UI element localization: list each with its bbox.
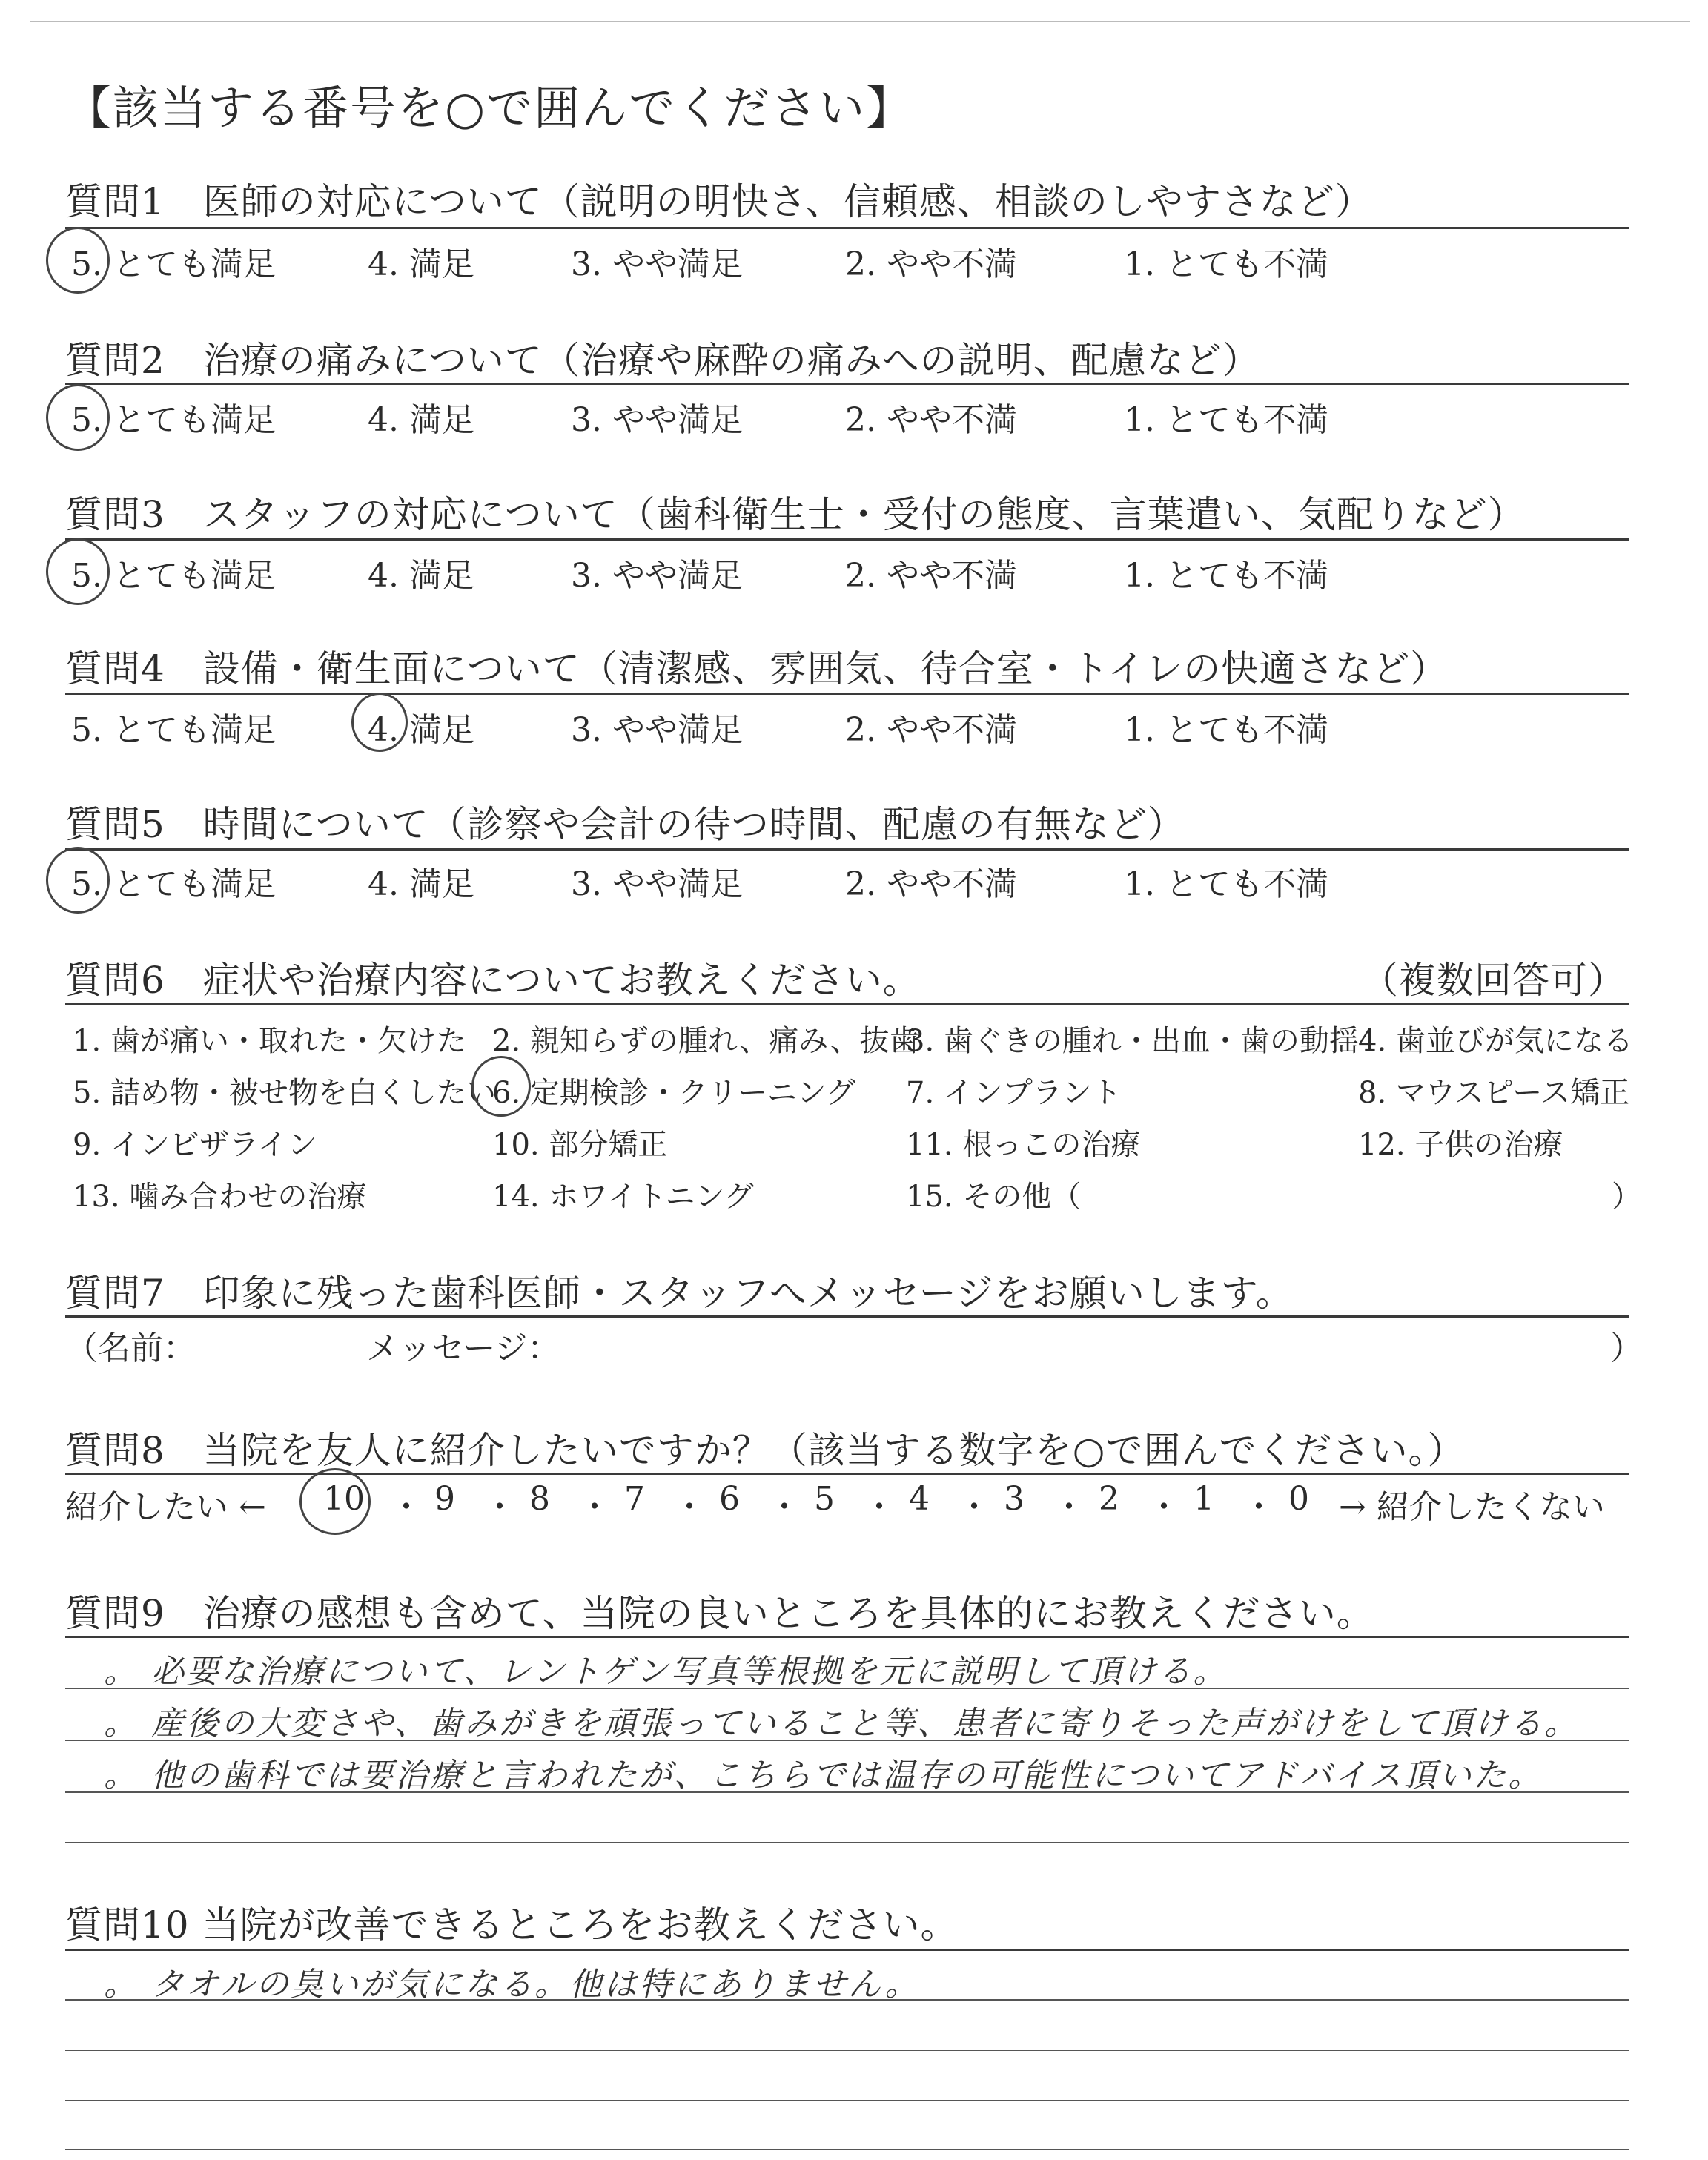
symptom-option[interactable]: 1. 歯が痛い・取れた・欠けた [73,1024,466,1058]
scale-dot: ・ [1148,1488,1180,1526]
question-rule [65,383,1629,385]
name-field-label[interactable]: （名前： [65,1330,196,1367]
question-title: 質問2 治療の痛みについて（治療や麻酔の痛みへの説明、配慮など） [65,339,1260,382]
option-5[interactable]: 5. とても満足 [71,401,276,439]
handwritten-answer: 。 産後の大変さや、歯みがきを頑張っていること等、患者に寄りそった声がけをして頂ける。 [104,1705,1580,1743]
question-title: 質問5 時間について（診察や会計の待つ時間、配慮の有無など） [65,803,1185,846]
selection-circle [46,384,110,451]
score-3[interactable]: 3 [1004,1480,1025,1518]
answer-line [65,1999,1629,2001]
option-1[interactable]: 1. とても不満 [1124,245,1328,283]
message-close-paren: ） [1610,1330,1643,1367]
question-title: 質問8 当院を友人に紹介したいですか？（該当する数字を○で囲んでください。） [65,1429,1466,1472]
question-title: 質問6 症状や治療内容についてお教えください。 [65,959,921,1002]
answer-line [65,2149,1629,2150]
recommend-left-label: 紹介したい ← [65,1488,266,1526]
scale-dot: ・ [1242,1488,1275,1526]
option-3[interactable]: 3. やや満足 [571,245,743,283]
score-1[interactable]: 1 [1194,1480,1214,1518]
option-4[interactable]: 4. 満足 [368,711,474,749]
option-5[interactable]: 5. とても満足 [71,865,276,903]
handwritten-answer: 。 他の歯科では要治療と言われたが、こちらでは温存の可能性についてアドバイス頂いた。 [104,1757,1543,1794]
symptom-option[interactable]: 4. 歯並びが気になる [1358,1024,1633,1058]
option-2[interactable]: 2. やや不満 [845,865,1017,903]
answer-line [65,1636,1629,1638]
symptom-option[interactable]: 3. 歯ぐきの腫れ・出血・歯の動揺 [906,1024,1359,1058]
answer-line [65,1740,1629,1741]
recommend-right-label: → 紹介したくない [1339,1488,1605,1526]
answer-line [65,1949,1629,1951]
question-rule [65,538,1629,541]
score-7[interactable]: 7 [624,1480,645,1518]
question-title: 質問3 スタッフの対応について（歯科衛生士・受付の態度、言葉遣い、気配りなど） [65,493,1526,536]
selection-circle [46,538,110,605]
option-2[interactable]: 2. やや不満 [845,245,1017,283]
option-2[interactable]: 2. やや不満 [845,557,1017,595]
scale-dot: ・ [673,1488,706,1526]
scale-dot: ・ [578,1488,611,1526]
symptom-option[interactable]: 7. インプラント [906,1076,1122,1110]
score-2[interactable]: 2 [1099,1480,1119,1518]
other-close-paren: ） [1612,1180,1641,1214]
answer-line [65,1688,1629,1689]
option-5[interactable]: 5. とても満足 [71,711,276,749]
answer-line [65,2100,1629,2101]
question-rule [65,1003,1629,1005]
question-rule [65,227,1629,229]
symptom-option[interactable]: 13. 噛み合わせの治療 [73,1180,367,1214]
answer-line [65,1842,1629,1843]
scale-dot: ・ [768,1488,801,1526]
score-9[interactable]: 9 [434,1480,455,1518]
question-title: 質問9 治療の感想も含めて、当院の良いところを具体的にお教えください。 [65,1592,1374,1635]
option-1[interactable]: 1. とても不満 [1124,401,1328,439]
symptom-option[interactable]: 2. 親知らずの腫れ、痛み、抜歯 [492,1024,919,1058]
selection-circle [46,847,110,914]
option-1[interactable]: 1. とても不満 [1124,711,1328,749]
selection-circle [351,693,408,752]
message-field-label[interactable]: メッセージ： [366,1330,560,1367]
option-4[interactable]: 4. 満足 [368,401,474,439]
scale-dot: ・ [390,1488,423,1526]
symptom-option[interactable]: 8. マウスピース矯正 [1358,1076,1630,1110]
symptom-option[interactable]: 14. ホワイトニング [492,1180,754,1214]
selection-circle [299,1468,371,1535]
score-4[interactable]: 4 [909,1480,930,1518]
option-3[interactable]: 3. やや満足 [571,401,743,439]
symptom-option[interactable]: 6. 定期検診・クリーニング [492,1076,856,1110]
scale-dot: ・ [1053,1488,1085,1526]
scan-top-edge [30,21,1690,22]
question-rule [65,1473,1629,1475]
question-title: 質問4 設備・衛生面について（清潔感、雰囲気、待合室・トイレの快適さなど） [65,647,1449,690]
handwritten-answer: 。 タオルの臭いが気になる。他は特にありません。 [104,1966,920,2004]
answer-line [65,1791,1629,1793]
option-3[interactable]: 3. やや満足 [571,557,743,595]
answer-line [65,2050,1629,2051]
question-title: 質問10 当院が改善できるところをお教えください。 [65,1903,959,1946]
score-5[interactable]: 5 [814,1480,835,1518]
option-4[interactable]: 4. 満足 [368,245,474,283]
scale-dot: ・ [483,1488,516,1526]
option-1[interactable]: 1. とても不満 [1124,865,1328,903]
symptom-option[interactable]: 12. 子供の治療 [1358,1128,1563,1162]
option-1[interactable]: 1. とても不満 [1124,557,1328,595]
option-5[interactable]: 5. とても満足 [71,557,276,595]
symptom-option[interactable]: 10. 部分矯正 [492,1128,668,1162]
page-heading: 【該当する番号を○で囲んでください】 [65,81,914,135]
symptom-option[interactable]: 5. 詰め物・被せ物を白くしたい [73,1076,496,1110]
score-0[interactable]: 0 [1288,1480,1309,1518]
symptom-option[interactable]: 9. インビザライン [73,1128,317,1162]
question-title: 質問7 印象に残った歯科医師・スタッフへメッセージをお願いします。 [65,1272,1294,1315]
score-8[interactable]: 8 [529,1480,550,1518]
selection-circle [471,1056,531,1117]
score-6[interactable]: 6 [719,1480,740,1518]
option-2[interactable]: 2. やや不満 [845,401,1017,439]
option-3[interactable]: 3. やや満足 [571,865,743,903]
question-title: 質問1 医師の対応について（説明の明快さ、信頼感、相談のしやすさなど） [65,180,1373,223]
question-rule [65,693,1629,695]
symptom-option[interactable]: 15. その他（ [906,1180,1082,1214]
symptom-option[interactable]: 11. 根っこの治療 [906,1128,1141,1162]
question-rule [65,848,1629,851]
option-4[interactable]: 4. 満足 [368,865,474,903]
scale-dot: ・ [863,1488,896,1526]
question-rule [65,1315,1629,1318]
handwritten-answer: 。 必要な治療について、レントゲン写真等根拠を元に説明して頂ける。 [104,1653,1228,1691]
multiple-answer-note: （複数回答可） [1361,959,1626,1002]
option-2[interactable]: 2. やや不満 [845,711,1017,749]
option-3[interactable]: 3. やや満足 [571,711,743,749]
option-5[interactable]: 5. とても満足 [71,245,276,283]
score-10[interactable]: 10 [323,1480,365,1518]
selection-circle [46,227,110,294]
scale-dot: ・ [958,1488,990,1526]
option-4[interactable]: 4. 満足 [368,557,474,595]
